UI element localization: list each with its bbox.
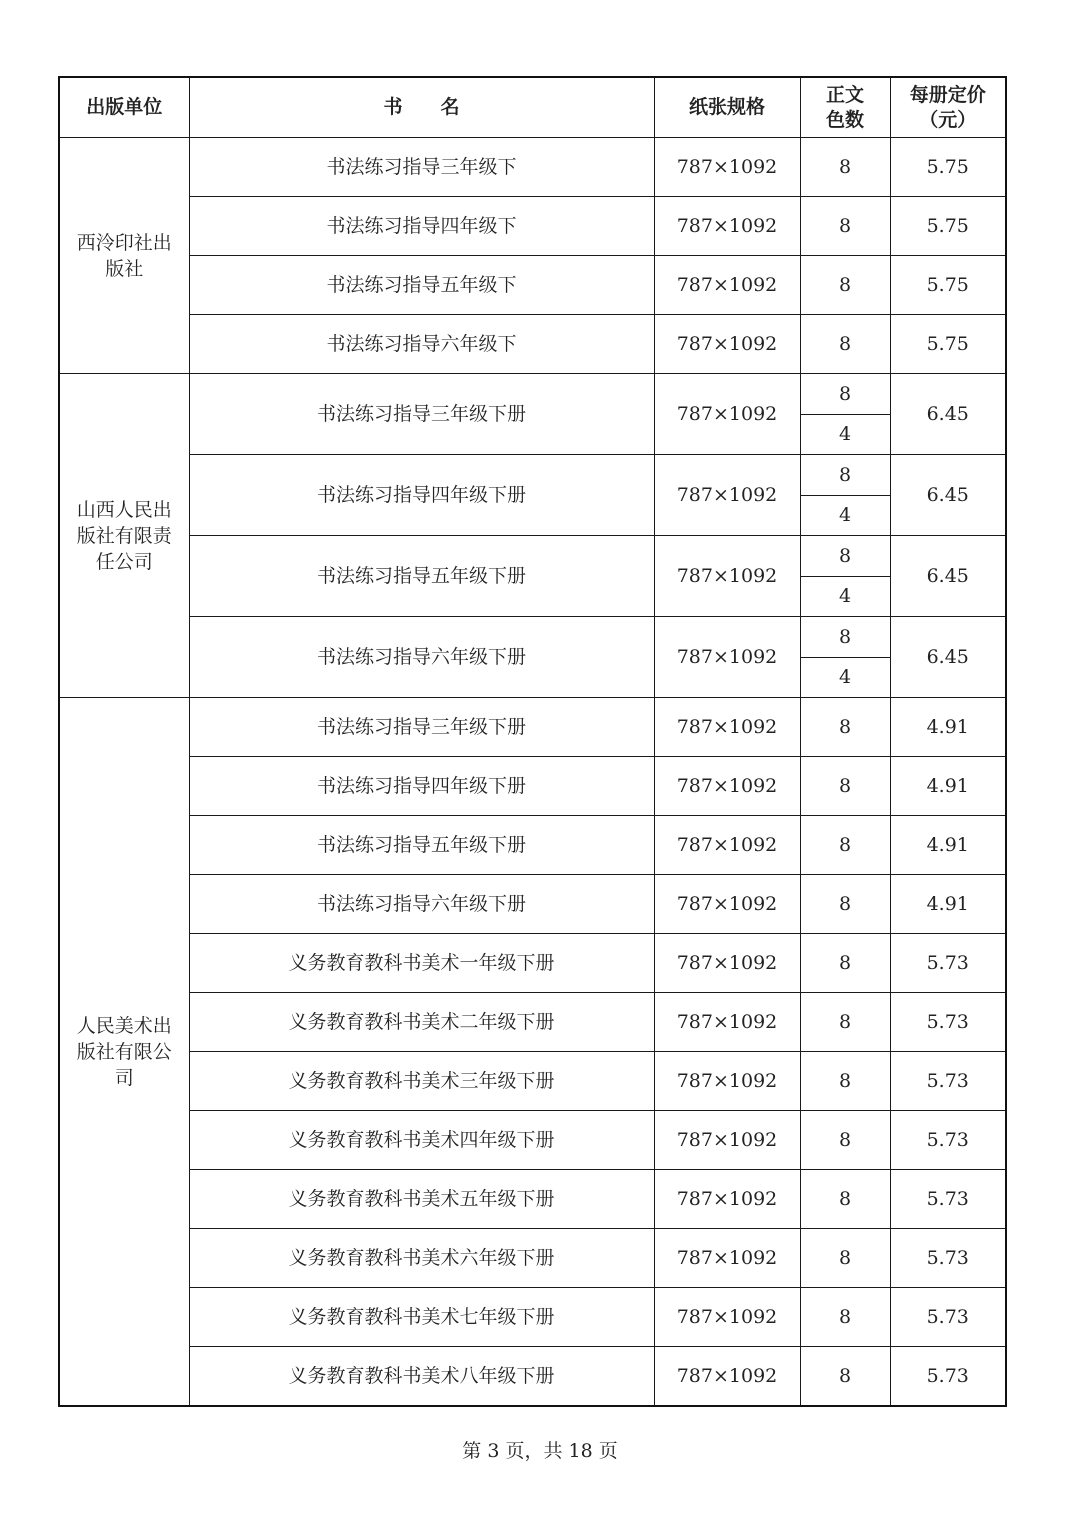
color-count-cell: 8 — [800, 816, 890, 875]
table-row — [59, 757, 1006, 816]
paper-size-cell: 787×1092 — [654, 757, 800, 816]
table-row — [59, 1288, 1006, 1347]
price-table — [58, 76, 1007, 1407]
paper-size-cell: 787×1092 — [654, 256, 800, 315]
table-row — [59, 617, 1006, 658]
book-title-cell: 义务教育教科书美术一年级下册 — [189, 934, 654, 993]
unit-price-cell: 4.91 — [890, 757, 1006, 816]
paper-size-cell: 787×1092 — [654, 536, 800, 617]
table-row — [59, 816, 1006, 875]
color-count-cell: 8 — [800, 1052, 890, 1111]
unit-price-cell: 5.75 — [890, 315, 1006, 374]
color-count-cell: 8 — [800, 256, 890, 315]
unit-price-cell: 5.73 — [890, 1347, 1006, 1407]
book-title-cell: 义务教育教科书美术二年级下册 — [189, 993, 654, 1052]
book-title-cell: 书法练习指导四年级下册 — [189, 455, 654, 536]
table-row — [59, 315, 1006, 374]
table-row — [59, 138, 1006, 197]
unit-price-cell: 6.45 — [890, 374, 1006, 455]
page-footer — [0, 1436, 1080, 1463]
color-count-cell: 8 — [800, 875, 890, 934]
color-count-cell: 8 — [800, 138, 890, 197]
table-row — [59, 1229, 1006, 1288]
book-title-cell: 书法练习指导四年级下册 — [189, 757, 654, 816]
unit-price-cell: 5.75 — [890, 138, 1006, 197]
color-count-cell: 4 — [800, 495, 890, 536]
table-row — [59, 698, 1006, 757]
paper-size-cell: 787×1092 — [654, 315, 800, 374]
color-count-cell: 4 — [800, 414, 890, 455]
color-count-cell: 8 — [800, 374, 890, 415]
publisher-cell: 山西人民出 版社有限责 任公司 — [59, 374, 189, 698]
book-title-cell: 书法练习指导五年级下册 — [189, 536, 654, 617]
table-row — [59, 993, 1006, 1052]
paper-size-cell: 787×1092 — [654, 993, 800, 1052]
publisher-cell: 人民美术出 版社有限公 司 — [59, 698, 189, 1407]
header-publisher: 出版单位 — [59, 77, 189, 138]
color-count-cell: 4 — [800, 576, 890, 617]
unit-price-cell: 6.45 — [890, 455, 1006, 536]
paper-size-cell: 787×1092 — [654, 197, 800, 256]
unit-price-cell: 5.75 — [890, 256, 1006, 315]
color-count-cell: 8 — [800, 455, 890, 496]
book-title-cell: 书法练习指导六年级下册 — [189, 875, 654, 934]
color-count-cell: 8 — [800, 757, 890, 816]
paper-size-cell: 787×1092 — [654, 698, 800, 757]
book-title-cell: 书法练习指导四年级下 — [189, 197, 654, 256]
book-title-cell: 义务教育教科书美术五年级下册 — [189, 1170, 654, 1229]
paper-size-cell: 787×1092 — [654, 1111, 800, 1170]
paper-size-cell: 787×1092 — [654, 1347, 800, 1407]
book-title-cell: 书法练习指导五年级下 — [189, 256, 654, 315]
color-count-cell: 8 — [800, 934, 890, 993]
table-row — [59, 1111, 1006, 1170]
color-count-cell: 8 — [800, 1229, 890, 1288]
paper-size-cell: 787×1092 — [654, 875, 800, 934]
book-title-cell: 义务教育教科书美术八年级下册 — [189, 1347, 654, 1407]
book-title-cell: 义务教育教科书美术四年级下册 — [189, 1111, 654, 1170]
unit-price-cell: 5.73 — [890, 934, 1006, 993]
book-title-cell: 书法练习指导三年级下册 — [189, 698, 654, 757]
unit-price-cell: 5.73 — [890, 1111, 1006, 1170]
color-count-cell: 8 — [800, 197, 890, 256]
page-number: 第 3 页，共 18 页 — [462, 1440, 618, 1462]
paper-size-cell: 787×1092 — [654, 455, 800, 536]
table-row — [59, 1052, 1006, 1111]
table-row — [59, 1170, 1006, 1229]
header-price: 每册定价 （元） — [890, 77, 1006, 138]
table-row — [59, 1347, 1006, 1407]
book-title-cell: 义务教育教科书美术三年级下册 — [189, 1052, 654, 1111]
book-title-cell: 书法练习指导五年级下册 — [189, 816, 654, 875]
book-title-cell: 书法练习指导六年级下册 — [189, 617, 654, 698]
color-count-cell: 8 — [800, 698, 890, 757]
unit-price-cell: 5.73 — [890, 1288, 1006, 1347]
paper-size-cell: 787×1092 — [654, 1170, 800, 1229]
table-row — [59, 934, 1006, 993]
table-body — [59, 138, 1006, 1407]
unit-price-cell: 5.73 — [890, 1170, 1006, 1229]
paper-size-cell: 787×1092 — [654, 374, 800, 455]
unit-price-cell: 4.91 — [890, 698, 1006, 757]
table-row — [59, 256, 1006, 315]
book-title-cell: 书法练习指导三年级下 — [189, 138, 654, 197]
paper-size-cell: 787×1092 — [654, 138, 800, 197]
paper-size-cell: 787×1092 — [654, 1052, 800, 1111]
table-row — [59, 536, 1006, 577]
unit-price-cell: 4.91 — [890, 816, 1006, 875]
paper-size-cell: 787×1092 — [654, 617, 800, 698]
header-title: 书 名 — [189, 77, 654, 138]
color-count-cell: 8 — [800, 617, 890, 658]
color-count-cell: 8 — [800, 1170, 890, 1229]
book-title-cell: 书法练习指导三年级下册 — [189, 374, 654, 455]
book-title-cell: 义务教育教科书美术七年级下册 — [189, 1288, 654, 1347]
paper-size-cell: 787×1092 — [654, 934, 800, 993]
table-header-row — [59, 77, 1006, 138]
unit-price-cell: 5.73 — [890, 1229, 1006, 1288]
paper-size-cell: 787×1092 — [654, 1288, 800, 1347]
color-count-cell: 8 — [800, 1111, 890, 1170]
book-title-cell: 书法练习指导六年级下 — [189, 315, 654, 374]
color-count-cell: 8 — [800, 1347, 890, 1407]
color-count-cell: 8 — [800, 1288, 890, 1347]
header-paper: 纸张规格 — [654, 77, 800, 138]
table-row — [59, 875, 1006, 934]
header-colors: 正文 色数 — [800, 77, 890, 138]
unit-price-cell: 5.75 — [890, 197, 1006, 256]
color-count-cell: 8 — [800, 536, 890, 577]
paper-size-cell: 787×1092 — [654, 816, 800, 875]
color-count-cell: 8 — [800, 993, 890, 1052]
color-count-cell: 4 — [800, 657, 890, 698]
table-row — [59, 197, 1006, 256]
book-title-cell: 义务教育教科书美术六年级下册 — [189, 1229, 654, 1288]
paper-size-cell: 787×1092 — [654, 1229, 800, 1288]
unit-price-cell: 5.73 — [890, 993, 1006, 1052]
unit-price-cell: 4.91 — [890, 875, 1006, 934]
table-row — [59, 374, 1006, 415]
table-row — [59, 455, 1006, 496]
color-count-cell: 8 — [800, 315, 890, 374]
unit-price-cell: 6.45 — [890, 536, 1006, 617]
publisher-cell: 西泠印社出 版社 — [59, 138, 189, 374]
unit-price-cell: 6.45 — [890, 617, 1006, 698]
unit-price-cell: 5.73 — [890, 1052, 1006, 1111]
